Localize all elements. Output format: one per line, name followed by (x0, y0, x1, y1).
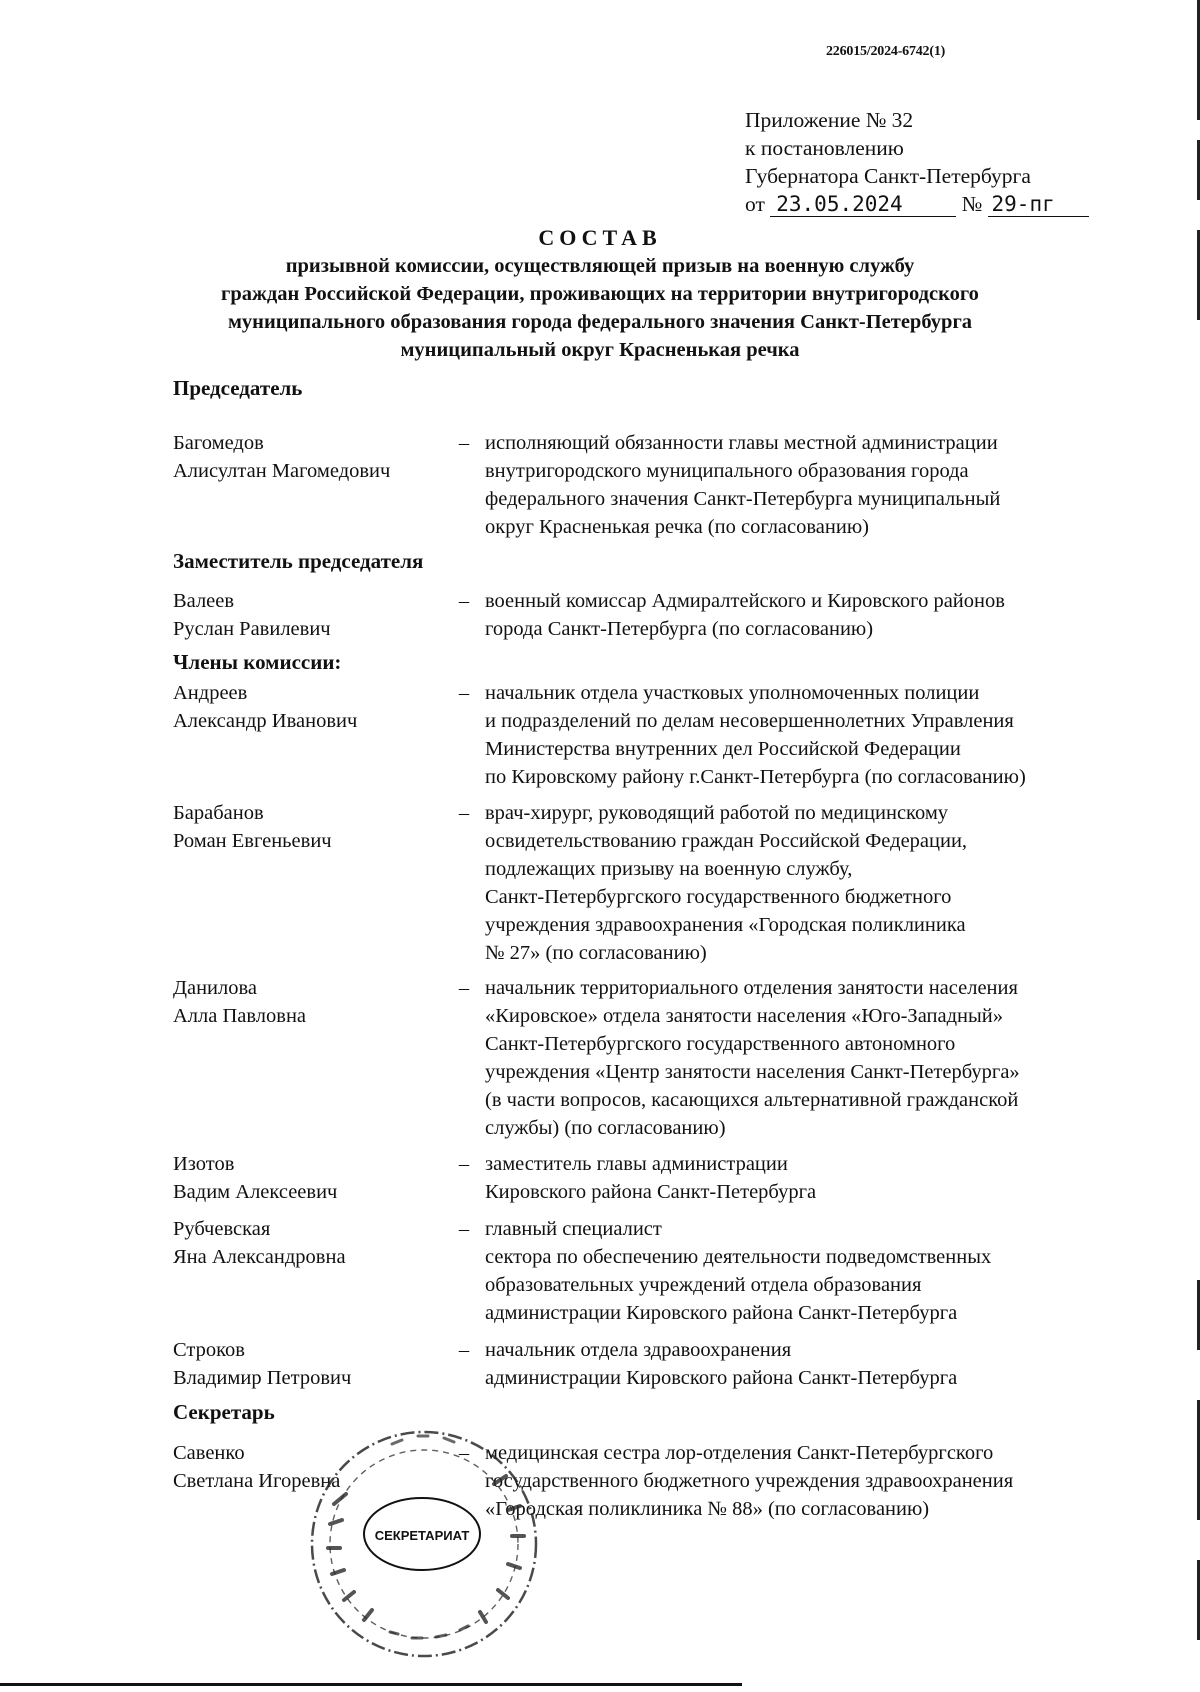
dash-separator: – (458, 432, 470, 454)
position-line: начальник территориального отделения занятости населения (485, 977, 1018, 999)
member-surname: Багомедов (173, 432, 264, 454)
position-line: (в части вопросов, касающихся альтернативной гражданской (485, 1089, 1019, 1111)
position-line: «Городская поликлиника № 88» (по согласованию) (485, 1498, 930, 1520)
subtitle-line: призывной комиссии, осуществляющей призыв на военную службу (285, 255, 915, 277)
position-line: учреждения здравоохранения «Городская поликлиника (485, 914, 966, 936)
stamp-center-text: СЕКРЕТАРИАТ (374, 1528, 470, 1543)
stamp-outer-ring (312, 1432, 536, 1656)
member-name (173, 1150, 453, 1206)
position-line: государственного бюджетного учреждения здравоохранения (485, 1470, 1014, 1492)
position-line: начальник отдела участковых уполномоченных полиции (485, 682, 980, 704)
position-line: исполняющий обязанности главы местной администрации (485, 432, 998, 454)
member-position (485, 1150, 1200, 1206)
subtitle-line: граждан Российской Федерации, проживающих на территории внутригородского (221, 283, 979, 305)
position-line: Министерства внутренних дел Российской Федерации (485, 738, 961, 760)
member-position (485, 799, 1200, 967)
document-title (150, 224, 1050, 364)
member-given-names: Роман Евгеньевич (173, 830, 332, 852)
resolution-number: 29-пг (988, 192, 1089, 217)
member-position (485, 429, 1200, 541)
member-surname: Строков (173, 1339, 245, 1361)
position-line: и подразделений по делам несовершеннолетних Управления (485, 710, 1014, 732)
member-name (173, 974, 453, 1030)
position-line: «Кировское» отдела занятости населения «Юго-Западный» (485, 1005, 1003, 1027)
dash-separator: – (458, 1442, 470, 1464)
position-line: № 27» (по согласованию) (485, 942, 707, 964)
dash-separator: – (458, 802, 470, 824)
number-label: № (961, 192, 983, 216)
dash-separator: – (458, 590, 470, 612)
position-line: заместитель главы администрации (485, 1153, 788, 1175)
member-given-names: Александр Иванович (173, 710, 358, 732)
member-position (485, 1215, 1200, 1327)
position-line: администрации Кировского района Санкт-Петербурга (485, 1302, 958, 1324)
position-line: главный специалист (485, 1218, 662, 1240)
position-line: федерального значения Санкт-Петербурга муниципальный (485, 488, 1001, 510)
member-surname: Барабанов (173, 802, 264, 824)
member-name (173, 587, 453, 643)
position-line: сектора по обеспечению деятельности подведомственных (485, 1246, 992, 1268)
member-name (173, 799, 453, 855)
position-line: подлежащих призыву на военную службу, (485, 858, 853, 880)
member-name (173, 1215, 453, 1271)
position-line: учреждения «Центр занятости населения Санкт-Петербурга» (485, 1061, 1020, 1083)
position-line: Санкт-Петербургского государственного автономного (485, 1033, 956, 1055)
appendix-number: Приложение № 32 (745, 108, 914, 132)
dash-separator: – (458, 1153, 470, 1175)
member-given-names: Алисултан Магомедович (173, 460, 391, 482)
position-line: военный комиссар Адмиралтейского и Кировского районов (485, 590, 1005, 612)
member-name (173, 1336, 453, 1392)
title-subtitle (150, 252, 1050, 364)
member-name (173, 429, 453, 485)
member-position (485, 679, 1200, 791)
official-stamp-seal (294, 1424, 554, 1664)
position-line: службы) (по согласованию) (485, 1117, 726, 1139)
member-given-names: Вадим Алексеевич (173, 1181, 338, 1203)
role-secretary: Секретарь (173, 1400, 275, 1424)
member-given-names: Владимир Петрович (173, 1367, 352, 1389)
member-given-names: Яна Александровна (173, 1246, 346, 1268)
member-name (173, 679, 453, 735)
position-line: по Кировскому району г.Санкт-Петербурга (по согласованию) (485, 766, 1026, 788)
subtitle-line: муниципального образования города федерального значения Санкт-Петербурга (227, 311, 973, 333)
stamp-lettering-top (392, 1436, 454, 1444)
dash-separator: – (458, 1218, 470, 1240)
position-line: освидетельствованию граждан Российской Федерации, (485, 830, 968, 852)
position-line: образовательных учреждений отдела образования (485, 1274, 922, 1296)
member-surname: Данилова (173, 977, 258, 999)
member-position (485, 974, 1200, 1142)
appendix-header (745, 106, 1089, 218)
title-main: СОСТАВ (538, 225, 662, 250)
appendix-governor: Губернатора Санкт-Петербурга (745, 164, 1031, 188)
member-position (485, 1336, 1200, 1392)
scan-bottom-edge-line (0, 1683, 742, 1686)
subtitle-line: муниципальный округ Красненькая речка (400, 339, 800, 361)
member-surname: Валеев (173, 590, 235, 612)
position-line: администрации Кировского района Санкт-Петербурга (485, 1367, 958, 1389)
dash-separator: – (458, 977, 470, 999)
position-line: Санкт-Петербургского государственного бюджетного (485, 886, 952, 908)
appendix-date-line (745, 190, 1089, 218)
member-surname: Изотов (173, 1153, 235, 1175)
role-deputy-chairman: Заместитель председателя (173, 549, 424, 573)
member-given-names: Руслан Равилевич (173, 618, 331, 640)
position-line: врач-хирург, руководящий работой по медицинскому (485, 802, 949, 824)
position-line: медицинская сестра лор-отделения Санкт-Петербургского (485, 1442, 994, 1464)
member-given-names: Алла Павловна (173, 1005, 307, 1027)
member-surname: Андреев (173, 682, 248, 704)
role-chairman: Председатель (173, 376, 303, 400)
member-position (485, 587, 1200, 643)
resolution-date: 23.05.2024 (770, 192, 956, 217)
position-line: начальник отдела здравоохранения (485, 1339, 792, 1361)
position-line: Кировского района Санкт-Петербурга (485, 1181, 817, 1203)
member-position (485, 1439, 1200, 1523)
member-surname: Савенко (173, 1442, 245, 1464)
from-label: от (745, 192, 765, 216)
stamp-middle-ring (330, 1450, 518, 1638)
position-line: внутригородского муниципального образования города (485, 460, 969, 482)
member-surname: Рубчевская (173, 1218, 271, 1240)
position-line: города Санкт-Петербурга (по согласованию) (485, 618, 874, 640)
dash-separator: – (458, 682, 470, 704)
member-given-names: Светлана Игоревна (173, 1470, 341, 1492)
role-members: Члены комиссии: (173, 650, 342, 674)
document-registration-number: 226015/2024-6742(1) (826, 44, 946, 59)
position-line: округ Красненькая речка (по согласованию) (485, 516, 869, 538)
dash-separator: – (458, 1339, 470, 1361)
appendix-to-resolution: к постановлению (745, 136, 904, 160)
